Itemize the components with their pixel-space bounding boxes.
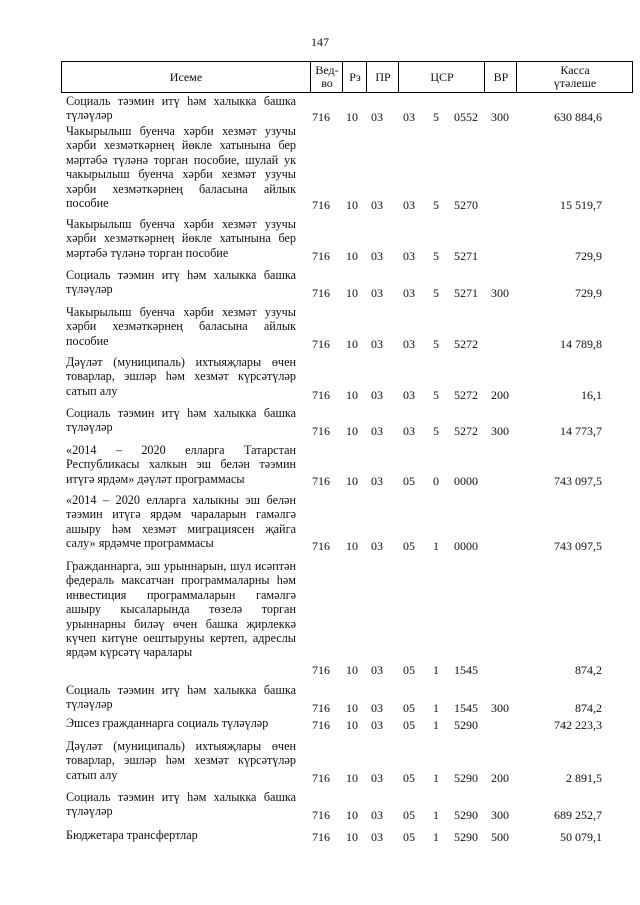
row-name: Социаль тәэмин итү һәм халыкка башка түләүләр [66,683,296,712]
header-kassa: Касса үтәлеше [516,62,633,92]
row-csr-3: 0000 [454,474,478,488]
row-csr-3: 5271 [454,249,478,263]
table-row [0,355,640,402]
row-ved: 716 [312,539,330,553]
row-ved: 716 [312,337,330,351]
row-csr-3: 5290 [454,808,478,822]
row-csr-1: 05 [403,808,415,822]
row-csr-1: 03 [403,249,415,263]
header-pr: ПР [366,62,399,92]
table-row [0,493,640,553]
row-vr: 300 [491,808,509,822]
row-pr: 03 [371,286,383,300]
row-csr-1: 05 [403,830,415,844]
row-name: Чакырылыш буенча хәрби хезмәт узучы хәрби хезмәткәрнең баласына айлык пособие [66,305,296,348]
row-csr-1: 03 [403,286,415,300]
row-csr-3: 5272 [454,337,478,351]
row-name: Социаль тәэмин итү һәм халыкка башка түләүләр [66,268,296,297]
row-csr-1: 03 [403,388,415,402]
row-csr-2: 1 [433,830,439,844]
row-csr-2: 5 [433,110,439,124]
row-csr-3: 1545 [454,701,478,715]
table-row [0,790,640,822]
row-rz: 10 [346,388,358,402]
row-vr: 300 [491,701,509,715]
row-vr: 300 [491,110,509,124]
row-name: Эшсез гражданнарга социаль түләүләр [66,716,269,730]
row-csr-3: 5272 [454,424,478,438]
table-row [0,683,640,715]
row-csr-2: 5 [433,198,439,212]
header-ved: Вед- во [310,62,343,92]
row-ved: 716 [312,424,330,438]
row-name: Дәүләт (муниципаль) ихтыяҗлары өчен товарлар, эшләр һәм хезмәт күрсәтүләр сатып алу [66,355,296,398]
header-rz: Рз [342,62,367,92]
header-vr: ВР [484,62,517,92]
row-rz: 10 [346,808,358,822]
table-row [0,217,640,263]
row-csr-2: 5 [433,286,439,300]
row-csr-1: 03 [403,198,415,212]
row-rz: 10 [346,286,358,300]
row-csr-2: 1 [433,771,439,785]
row-csr-2: 5 [433,249,439,263]
row-rz: 10 [346,718,358,732]
row-rz: 10 [346,337,358,351]
row-name: «2014 – 2020 елларга халыкны эш белән тәэмин итүгә ярдәм чараларын гамәлгә ашыру һәм хезмәт миграциясен җайга салу» ярдәмче программасы [66,493,296,551]
row-rz: 10 [346,474,358,488]
row-csr-3: 0552 [454,110,478,124]
row-kassa: 729,9 [575,286,602,300]
row-ved: 716 [312,474,330,488]
row-vr: 200 [491,771,509,785]
table-row [0,124,640,212]
header-csr: ЦСР [398,62,485,92]
row-kassa: 689 252,7 [554,808,602,822]
row-rz: 10 [346,771,358,785]
row-kassa: 742 223,3 [554,718,602,732]
row-ved: 716 [312,388,330,402]
row-pr: 03 [371,424,383,438]
row-rz: 10 [346,701,358,715]
row-csr-2: 5 [433,337,439,351]
row-ved: 716 [312,663,330,677]
row-pr: 03 [371,771,383,785]
row-name: Социаль тәэмин итү һәм халыкка башка түләүләр [66,790,296,819]
row-ved: 716 [312,110,330,124]
row-csr-3: 5290 [454,771,478,785]
row-vr: 300 [491,424,509,438]
row-rz: 10 [346,424,358,438]
table-header [61,61,633,93]
row-name: Социаль тәэмин итү һәм халыкка башка түләүләр [66,94,296,123]
row-name: Чакырылыш буенча хәрби хезмәт узучы хәрби хезмәткәрнең йөкле хатынына бер мәртәбә түләнә торган пособие [66,217,296,260]
row-kassa: 50 079,1 [560,830,602,844]
row-kassa: 630 884,6 [554,110,602,124]
row-pr: 03 [371,830,383,844]
table-row [0,716,640,732]
row-csr-1: 03 [403,337,415,351]
row-kassa: 2 891,5 [566,771,602,785]
row-csr-3: 5270 [454,198,478,212]
table-row [0,268,640,300]
row-kassa: 14 773,7 [560,424,602,438]
row-kassa: 874,2 [575,663,602,677]
row-ved: 716 [312,701,330,715]
page-number: 147 [311,35,329,49]
row-vr: 300 [491,286,509,300]
row-csr-3: 5290 [454,830,478,844]
table-row [0,739,640,785]
row-csr-1: 03 [403,424,415,438]
row-rz: 10 [346,663,358,677]
row-csr-3: 5272 [454,388,478,402]
row-csr-1: 05 [403,771,415,785]
row-csr-3: 1545 [454,663,478,677]
row-name: Чакырылыш буенча хәрби хезмәт узучы хәрби хезмәткәрнең йөкле хатынына бер мәртәбә түләнә торган пособие, шулай ук чакырылыш буенча хәрби хезмәт узучы хәрби хезмәткәрнең баласына айлык пособие [66,124,296,211]
row-csr-3: 5271 [454,286,478,300]
table-row [0,828,640,844]
row-kassa: 15 519,7 [560,198,602,212]
row-kassa: 14 789,8 [560,337,602,351]
row-csr-3: 0000 [454,539,478,553]
row-kassa: 874,2 [575,701,602,715]
row-csr-1: 05 [403,718,415,732]
row-ved: 716 [312,771,330,785]
row-pr: 03 [371,198,383,212]
row-kassa: 743 097,5 [554,539,602,553]
row-ved: 716 [312,808,330,822]
row-ved: 716 [312,249,330,263]
row-kassa: 729,9 [575,249,602,263]
row-csr-2: 5 [433,424,439,438]
row-csr-1: 05 [403,701,415,715]
row-csr-2: 1 [433,808,439,822]
row-kassa: 16,1 [581,388,602,402]
row-pr: 03 [371,701,383,715]
row-rz: 10 [346,539,358,553]
row-pr: 03 [371,110,383,124]
row-rz: 10 [346,110,358,124]
row-name: «2014 – 2020 елларга Татарстан Республикасы халкын эш белән тәэмин итүгә ярдәм» дәүләт программасы [66,443,296,486]
table-row [0,443,640,488]
row-rz: 10 [346,249,358,263]
row-rz: 10 [346,198,358,212]
row-ved: 716 [312,718,330,732]
header-name: Исеме [169,69,203,84]
row-pr: 03 [371,718,383,732]
row-pr: 03 [371,663,383,677]
row-csr-2: 1 [433,539,439,553]
table-row [0,305,640,351]
row-csr-2: 1 [433,701,439,715]
table-row [0,559,640,677]
row-pr: 03 [371,249,383,263]
row-ved: 716 [312,286,330,300]
row-csr-2: 1 [433,663,439,677]
row-pr: 03 [371,539,383,553]
row-ved: 716 [312,198,330,212]
row-csr-1: 05 [403,539,415,553]
row-vr: 200 [491,388,509,402]
row-name: Бюджетара трансфертлар [66,828,198,842]
row-rz: 10 [346,830,358,844]
row-pr: 03 [371,474,383,488]
row-ved: 716 [312,830,330,844]
row-csr-2: 1 [433,718,439,732]
row-csr-2: 5 [433,388,439,402]
row-csr-1: 05 [403,663,415,677]
row-pr: 03 [371,337,383,351]
row-csr-3: 5290 [454,718,478,732]
table-row [0,94,640,124]
row-vr: 500 [491,830,509,844]
row-csr-1: 05 [403,474,415,488]
row-pr: 03 [371,808,383,822]
row-pr: 03 [371,388,383,402]
table-row [0,406,640,438]
row-csr-2: 0 [433,474,439,488]
row-name: Дәүләт (муниципаль) ихтыяҗлары өчен товарлар, эшләр һәм хезмәт күрсәтүләр сатып алу [66,739,296,782]
row-kassa: 743 097,5 [554,474,602,488]
row-csr-1: 03 [403,110,415,124]
row-name: Социаль тәэмин итү һәм халыкка башка түләүләр [66,406,296,435]
row-name: Гражданнарга, эш урыннарын, шул исәптән федераль максатчан программаларны һәм инвестиция программаларын гамәлгә ашыру кысаларында төзелә торган урыннарны биләү өчен башка җирлеккә күчеп китүне оештыруны кертеп, адреслы ярдәм күрсәтү чаралары [66,559,296,660]
